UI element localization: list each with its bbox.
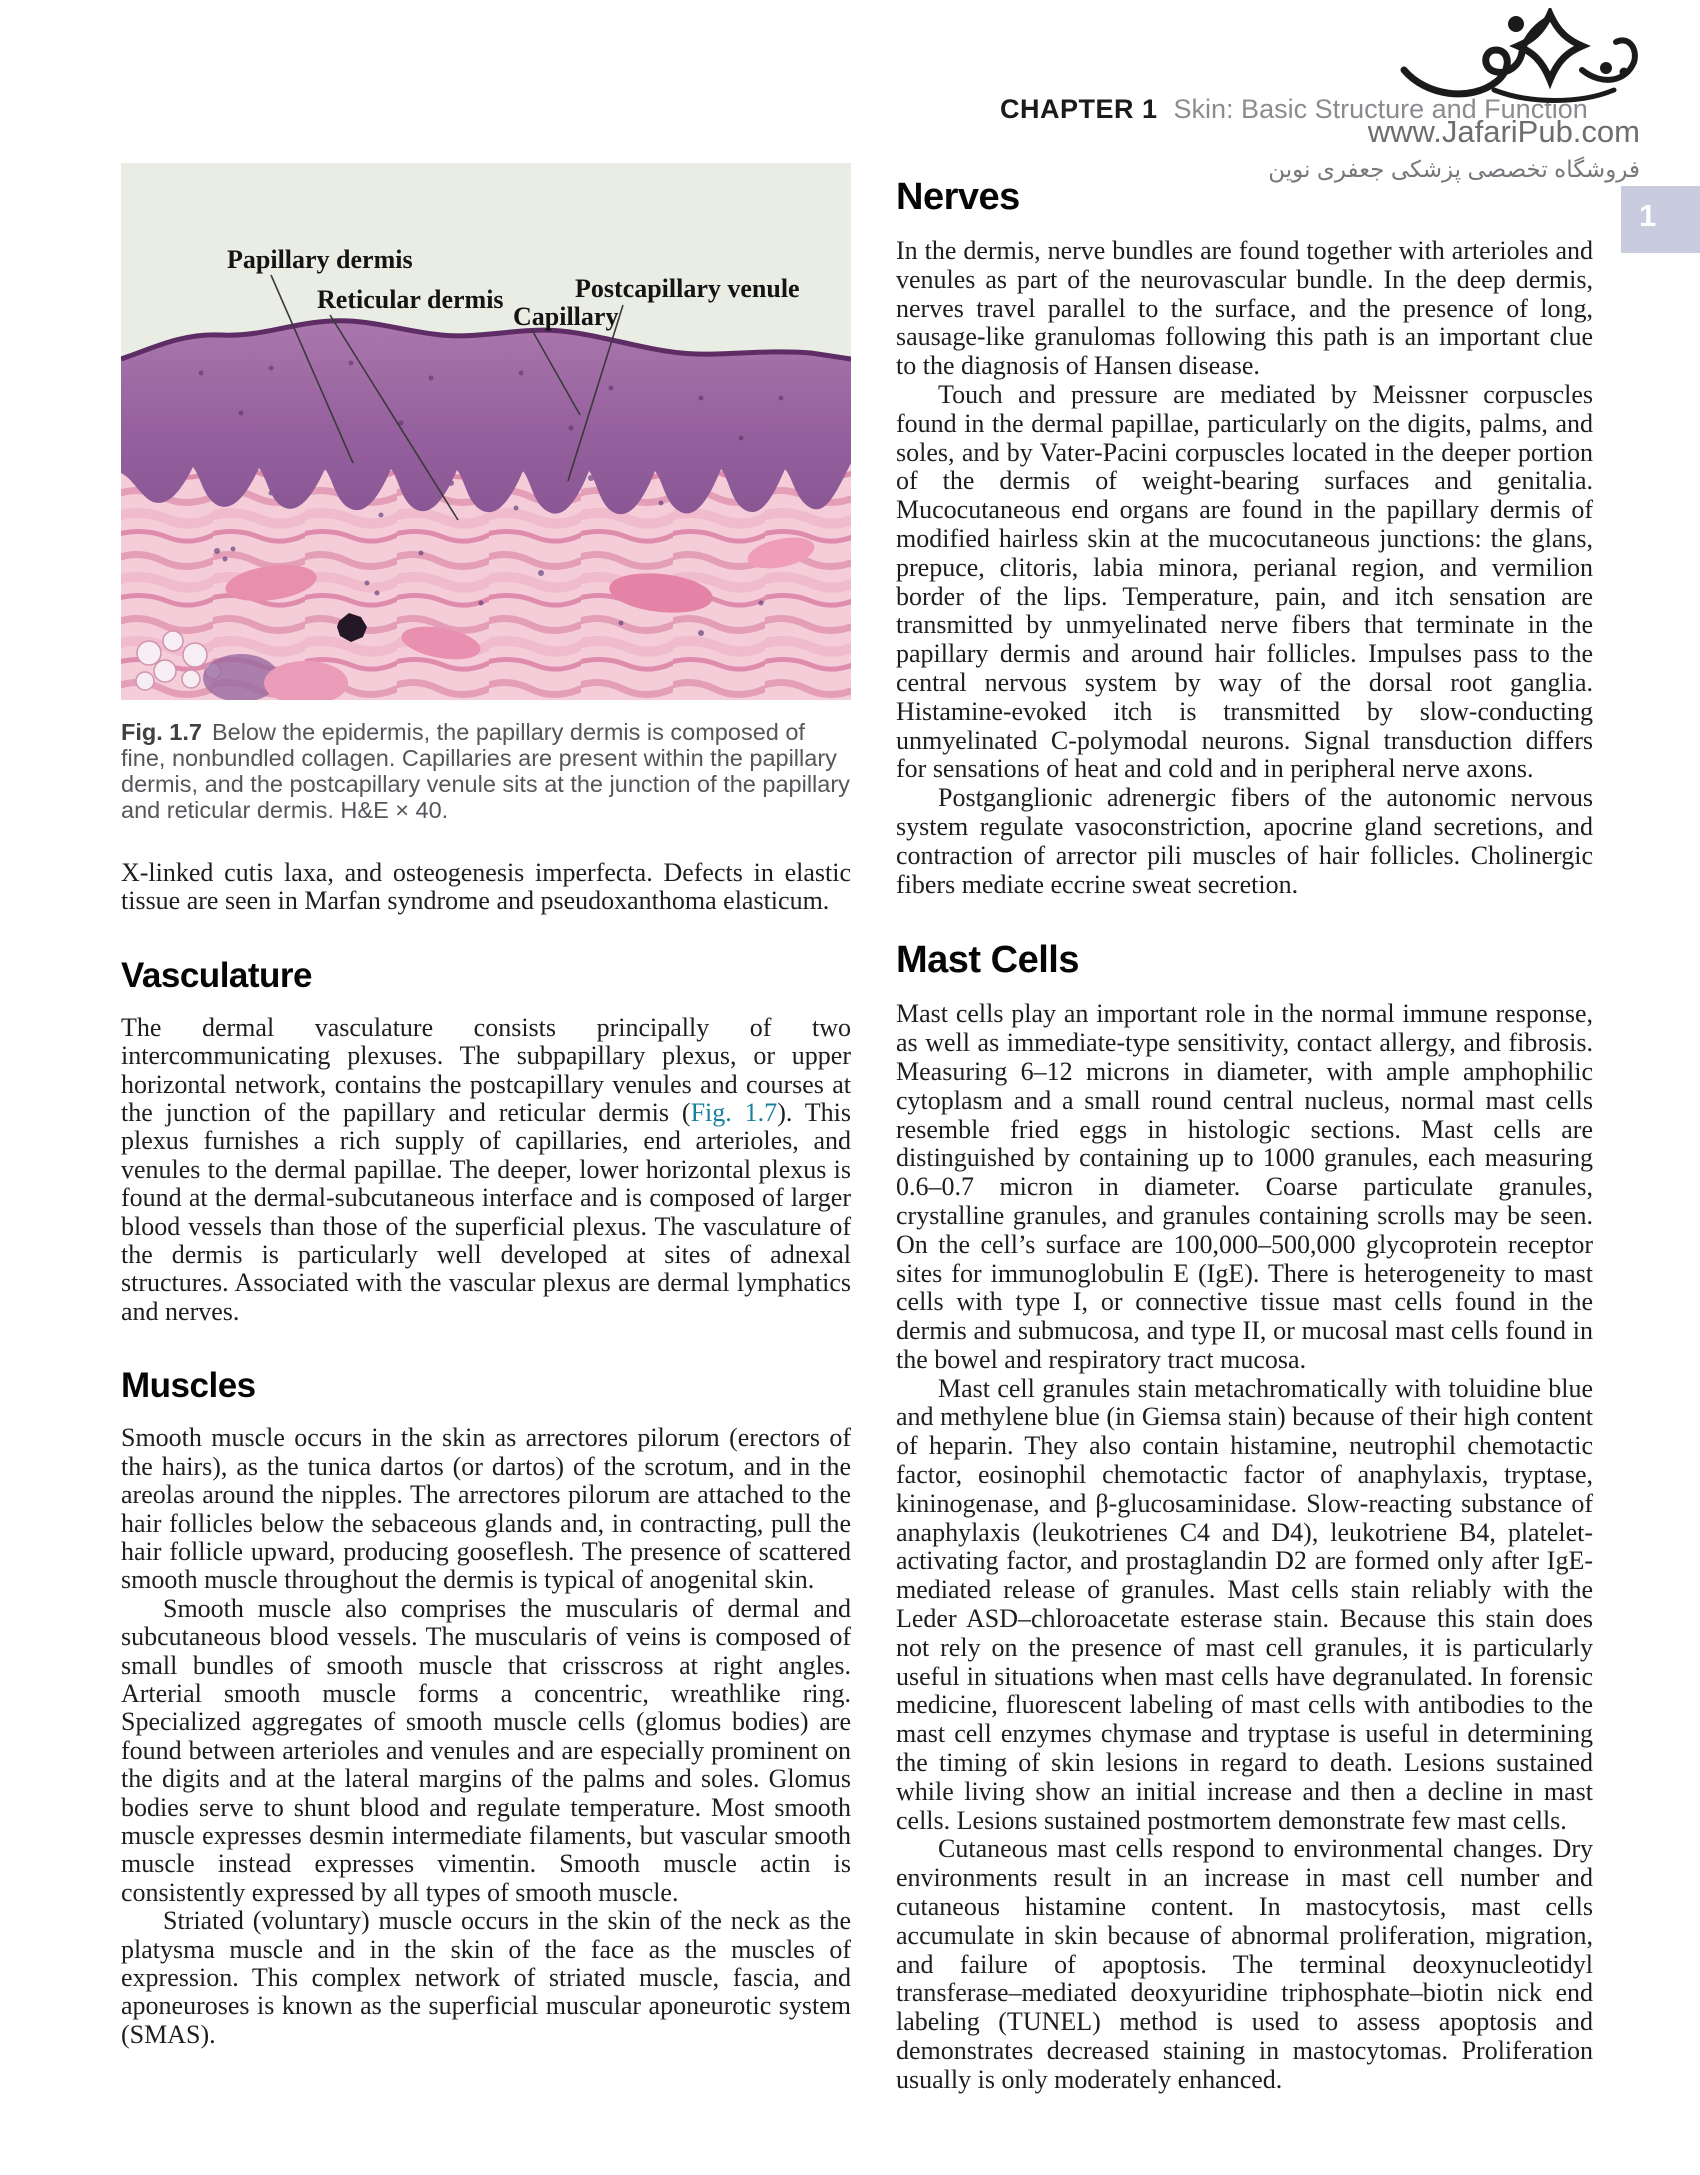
publisher-logo-icon: [1398, 8, 1642, 120]
chapter-tab-number: 1: [1639, 198, 1657, 233]
muscles-paragraph-3: Striated (voluntary) muscle occurs in the skin of the neck as the platysma muscle and in the skin of the face as the muscles of expression. This complex network of striated muscle, fascia, and aponeuroses is known as the superficial muscular aponeurotic system (SMAS).: [121, 1906, 851, 2049]
vasculature-text-after-ref: ). This plexus furnishes a rich supply of capillaries, end arterioles, and venules to the dermal papillae. The deeper, lower horizontal plexus is found at the dermal-subcutaneous interface and is composed of larger blood vessels than those of the superficial plexus. The vasculature of the dermis is particularly well developed at sites of adnexal structures. Associated with the vascular plexus are dermal lymphatics and nerves.: [121, 1098, 852, 1326]
chapter-title: Skin: Basic Structure and Function: [1173, 94, 1588, 124]
mast-cells-paragraph-1: Mast cells play an important role in the normal immune response, as well as immediate-type sensitivity, contact allergy, and fibrosis. Measuring 6–12 microns in diameter, with ample amphophilic cytoplasm and a small round central nucleus, normal mast cells resemble fried eggs in histologic sections. Mast cells are distinguished by containing up to 1000 granules, each measuring 0.6–0.7 micron in diameter. Coarse particulate granules, crystalline granules, and granules containing scrolls may be seen. On the cell’s surface are 100,000–500,000 glycoprotein receptor sites for immunoglobulin E (IgE). There is heterogeneity to mast cells with type I, or connective tissue mast cells found in the dermis and submucosa, and type II, or mucosal mast cells found in the bowel and respiratory tract mucosa.: [896, 999, 1593, 1374]
figure-label-reticular-dermis: Reticular dermis: [317, 285, 504, 314]
section-heading-muscles: Muscles: [121, 1366, 256, 1406]
vasculature-text-before-ref: The dermal vasculature consists principally of two intercommunicating plexuses. The subpapillary plexus, or upper horizontal network, contains the postcapillary venules and courses at the junction of the papillary and reticular dermis (: [121, 1012, 851, 1128]
figure-caption-number: Fig. 1.7: [121, 719, 202, 745]
figure-label-capillary: Capillary: [513, 302, 619, 331]
left-column: [121, 163, 851, 2049]
section-heading-nerves: Nerves: [896, 176, 1020, 218]
elastic-tissue-paragraph: X-linked cutis laxa, and osteogenesis imperfecta. Defects in elastic tissue are seen in Marfan syndrome and pseudoxanthoma elasticum.: [121, 858, 851, 916]
section-heading-vasculature: Vasculature: [121, 955, 312, 995]
nerves-paragraph-3: Postganglionic adrenergic fibers of the autonomic nervous system regulate vasoconstriction, apocrine gland secretions, and contraction of arrector pili muscles of hair follicles. Cholinergic fibers mediate eccrine sweat secretion.: [896, 783, 1593, 899]
publisher-persian-tagline: فروشگاه تخصصی پزشکی جعفری نوین: [1268, 156, 1640, 182]
chapter-number-label: CHAPTER 1: [1000, 94, 1158, 124]
muscles-paragraph-2: Smooth muscle also comprises the muscularis of dermal and subcutaneous blood vessels. The muscularis of veins is composed of small bundles of smooth muscle that crisscross at right angles. Arterial smooth muscle forms a concentric, wreathlike ring. Specialized aggregates of smooth muscle cells (glomus bodies) are found between arterioles and venules and are especially prominent on the digits and at the lateral margins of the palms and soles. Glomus bodies serve to shunt blood and regulate temperature. Most smooth muscle expresses desmin intermediate filaments, but vascular smooth muscle instead expresses vimentin. Smooth muscle actin is consistently expressed by all types of smooth muscle.: [121, 1593, 851, 1907]
mast-cells-paragraph-2: Mast cell granules stain metachromatically with toluidine blue and methylene blue (in Giemsa stain) because of their high content of heparin. They also contain histamine, neutrophil chemotactic factor, eosinophil chemotactic factor of anaphylaxis, tryptase, kininogenase, and β-glucosaminidase. Slow-reacting substance of anaphylaxis (leukotrienes C4 and D4), leukotriene B4, platelet-activating factor, and prostaglandin D2 are formed only after IgE-mediated release of granules. Mast cells stain reliably with the Leder ASD–chloroacetate esterase stain. Because this stain does not rely on the presence of mast cell granules, it is particularly useful in situations when mast cells have degranulated. In forensic medicine, fluorescent labeling of mast cells with antibodies to the mast cell enzymes chymase and tryptase is useful in determining the timing of skin lesions in regard to death. Lesions sustained while living show an initial increase and then a decline in mast cells. Lesions sustained postmortem demonstrate few mast cells.: [896, 1373, 1593, 1835]
nerves-paragraph-1: In the dermis, nerve bundles are found together with arterioles and venules as part of the neurovascular bundle. In the deep dermis, nerves travel parallel to the surface, and the presence of long, sausage-like granulomas following this path is an important clue to the diagnosis of Hansen disease.: [896, 236, 1593, 381]
figure-label-postcapillary-venule: Postcapillary venule: [575, 274, 800, 303]
figure-caption-text: Below the epidermis, the papillary dermis is composed of fine, nonbundled collagen. Capillaries are present within the papillary dermis, and the postcapillary venule sits at the junction of the papillary and reticular dermis. H&E × 40.: [121, 719, 850, 823]
nerves-paragraph-2: Touch and pressure are mediated by Meissner corpuscles found in the dermal papillae, particularly on the digits, palms, and soles, and by Vater-Pacini corpuscles located in the deeper portion of the dermis of weight-bearing surfaces and genitalia. Mucocutaneous end organs are found in the papillary dermis of modified hairless skin at the mucocutaneous junctions: the glans, prepuce, clitoris, labia minora, perianal region, and vermilion border of the lips. Temperature, pain, and itch sensation are transmitted by unmyelinated nerve fibers that terminate in the papillary dermis and around hair follicles. Impulses pass to the central nervous system by way of the dorsal root ganglia. Histamine-evoked itch is transmitted by slow-conducting unmyelinated C-polymodal neurons. Signal transduction differs for sensations of heat and cold and in peripheral nerve axons.: [896, 379, 1593, 784]
publisher-website-url: www.JafariPub.com: [1367, 114, 1640, 149]
muscles-paragraph-1: Smooth muscle occurs in the skin as arrectores pilorum (erectors of the hairs), as the tunica dartos (or dartos) of the scrotum, and in the areolas around the nipples. The arrectores pilorum are attached to the hair follicles below the sebaceous glands and, in contracting, pull the hair follicle upward, producing gooseflesh. The presence of scattered smooth muscle throughout the dermis is typical of anogenital skin.: [121, 1423, 851, 1595]
histology-figure-image: [121, 163, 851, 700]
figure-1-7-reference-link[interactable]: Fig. 1.7: [690, 1098, 778, 1128]
figure-caption: [121, 719, 851, 823]
section-heading-mast-cells: Mast Cells: [896, 939, 1079, 982]
figure-label-papillary-dermis: Papillary dermis: [227, 245, 413, 274]
right-column: [896, 176, 1593, 2095]
chapter-page-tab: [1621, 186, 1700, 253]
vasculature-paragraph: [121, 1014, 851, 1326]
mast-cells-paragraph-3: Cutaneous mast cells respond to environmental changes. Dry environments result in an increase in mast cell number and cutaneous histamine content. In mastocytosis, mast cells accumulate in skin because of abnormal proliferation, migration, and failure of apoptosis. The terminal deoxynucleotidyl transferase–mediated deoxyuridine triphosphate–biotin nick end labeling (TUNEL) method is used to assess apoptosis and demonstrates decreased staining in mastocytomas. Proliferation usually is only moderately enhanced.: [896, 1834, 1593, 2094]
